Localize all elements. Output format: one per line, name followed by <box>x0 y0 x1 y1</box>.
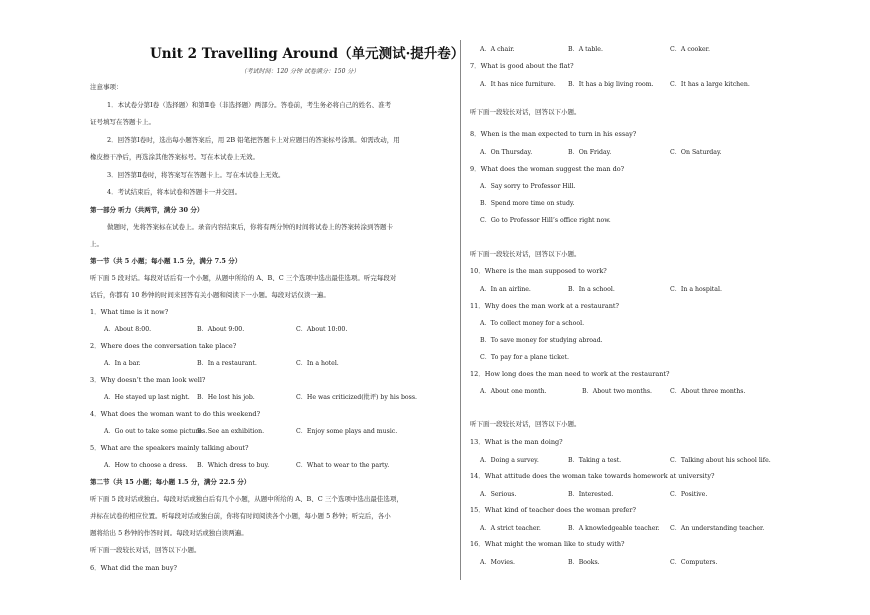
q13-option-a[interactable]: A．Doing a survey. <box>480 457 539 464</box>
section1-heading: 第一节（共 5 小题；每小题 1.5 分，满分 7.5 分） <box>90 257 242 265</box>
question-12: 12．How long does the man need to work at the restaurant? <box>470 370 670 378</box>
question-1: 1．What time is it now? <box>90 308 169 316</box>
dialogue-lead: 听下面一段较长对话，回答以下小题。 <box>90 546 201 554</box>
q3-option-a[interactable]: A．He stayed up last night. <box>104 394 190 401</box>
q5-option-b[interactable]: B．Which dress to buy. <box>197 462 270 469</box>
q15-option-a[interactable]: A．A strict teacher. <box>480 525 541 532</box>
section2-intro-cont: 并标在试卷的相应位置。听每段对话或独白前，你将有时间阅读各个小题，每小题 5 秒钟；听完后，各小 <box>90 512 391 520</box>
q1-option-c[interactable]: C．About 10:00. <box>296 326 348 333</box>
q7-option-c[interactable]: C．It has a large kitchen. <box>670 81 750 88</box>
q4-option-a[interactable]: A．Go out to take some pictures. <box>104 428 208 435</box>
q10-option-b[interactable]: B．In a school. <box>568 286 615 293</box>
note-4: 4．考试结束后，将本试卷和答题卡一并交回。 <box>107 188 242 196</box>
question-7: 7．What is good about the flat? <box>470 62 574 70</box>
question-2: 2．Where does the conversation take place? <box>90 342 237 350</box>
dialogue-lead-3: 听下面一段较长对话，回答以下小题。 <box>470 250 581 258</box>
question-4: 4．What does the woman want to do this weekend? <box>90 410 261 418</box>
q6-option-b[interactable]: B．A table. <box>568 46 603 53</box>
q12-option-c[interactable]: C．About three months. <box>670 388 746 395</box>
note-2-cont: 橡皮擦干净后，再选涂其他答案标号。写在本试卷上无效。 <box>90 153 259 161</box>
part1-heading: 第一部分 听力（共两节，满分 30 分） <box>90 206 204 214</box>
q1-option-a[interactable]: A．About 8:00. <box>104 326 152 333</box>
q8-option-a[interactable]: A．On Thursday. <box>480 149 533 156</box>
q8-option-b[interactable]: B．On Friday. <box>568 149 612 156</box>
q14-option-b[interactable]: B．Interested. <box>568 491 614 498</box>
q4-option-b[interactable]: B．See an exhibition. <box>197 428 265 435</box>
q16-option-c[interactable]: C．Computers. <box>670 559 718 566</box>
q9-option-a[interactable]: A．Say sorry to Professor Hill. <box>480 183 576 190</box>
note-3: 3．回答第Ⅱ卷时，将答案写在答题卡上。写在本试卷上无效。 <box>107 171 285 179</box>
page-title: Unit 2 Travelling Around（单元测试·提升卷） <box>150 46 465 62</box>
section2-intro-cont2: 题将给出 5 秒钟的作答时间。每段对话或独白读两遍。 <box>90 529 248 537</box>
q2-option-b[interactable]: B．In a restaurant. <box>197 360 257 367</box>
q10-option-c[interactable]: C．In a hospital. <box>670 286 722 293</box>
notes-heading: 注意事项： <box>90 83 123 91</box>
q5-option-c[interactable]: C．What to wear to the party. <box>296 462 390 469</box>
question-8: 8．When is the man expected to turn in his essay? <box>470 130 637 138</box>
dialogue-lead-2: 听下面一段较长对话，回答以下小题。 <box>470 108 581 116</box>
q13-option-c[interactable]: C．Talking about his school life. <box>670 457 771 464</box>
exam-info: （考试时间：120 分钟 试卷满分：150 分） <box>240 68 360 75</box>
q3-option-c[interactable]: C．He was criticized(批评) by his boss. <box>296 394 417 401</box>
q5-option-a[interactable]: A．How to choose a dress. <box>104 462 188 469</box>
part1-intro-cont: 上。 <box>90 240 103 248</box>
dialogue-lead-4: 听下面一段较长对话，回答以下小题。 <box>470 420 581 428</box>
q15-option-c[interactable]: C．An understanding teacher. <box>670 525 765 532</box>
question-11: 11．Why does the man work at a restaurant? <box>470 302 620 310</box>
q1-option-b[interactable]: B．About 9:00. <box>197 326 245 333</box>
q16-option-b[interactable]: B．Books. <box>568 559 600 566</box>
note-1-cont: 证号填写在答题卡上。 <box>90 118 155 126</box>
q7-option-b[interactable]: B．It has a big living room. <box>568 81 654 88</box>
question-6: 6．What did the man buy? <box>90 564 178 572</box>
part1-intro: 做题时，先将答案标在试卷上。录音内容结束后，你将有两分钟的时间将试卷上的答案转涂到答题卡 <box>107 223 393 231</box>
q3-option-b[interactable]: B．He lost his job. <box>197 394 255 401</box>
q2-option-c[interactable]: C．In a hotel. <box>296 360 339 367</box>
q11-option-a[interactable]: A．To collect money for a school. <box>480 320 585 327</box>
q2-option-a[interactable]: A．In a bar. <box>104 360 141 367</box>
section1-intro-cont: 话后，你都有 10 秒钟的时间来回答有关小题和阅读下一小题。每段对话仅读一遍。 <box>90 291 330 299</box>
q14-option-a[interactable]: A．Serious. <box>480 491 517 498</box>
question-14: 14．What attitude does the woman take towards homework at university? <box>470 472 715 480</box>
q6-option-a[interactable]: A．A chair. <box>480 46 515 53</box>
q15-option-b[interactable]: B．A knowledgeable teacher. <box>568 525 660 532</box>
q14-option-c[interactable]: C．Positive. <box>670 491 708 498</box>
q9-option-c[interactable]: C．Go to Professor Hill’s office right now. <box>480 217 611 224</box>
q6-option-c[interactable]: C．A cooker. <box>670 46 710 53</box>
q12-option-b[interactable]: B．About two months. <box>582 388 652 395</box>
question-16: 16．What might the woman like to study with? <box>470 540 625 548</box>
section2-heading: 第二节（共 15 小题；每小题 1.5 分，满分 22.5 分） <box>90 478 251 486</box>
q9-option-b[interactable]: B．Spend more time on study. <box>480 200 575 207</box>
q8-option-c[interactable]: C．On Saturday. <box>670 149 722 156</box>
question-15: 15．What kind of teacher does the woman prefer? <box>470 506 636 514</box>
q4-option-c[interactable]: C．Enjoy some plays and music. <box>296 428 398 435</box>
note-2: 2．回答第Ⅰ卷时，选出每小题答案后，用 2B 铅笔把答题卡上对应题目的答案标号涂黑。如需改动，用 <box>107 136 400 144</box>
q13-option-b[interactable]: B．Taking a test. <box>568 457 622 464</box>
q16-option-a[interactable]: A．Movies. <box>480 559 515 566</box>
section2-intro: 听下面 5 段对话或独白。每段对话或独白后有几个小题，从题中所给的 A、B、C 三个选项中选出最佳选项， <box>90 495 403 503</box>
q7-option-a[interactable]: A．It has nice furniture. <box>480 81 556 88</box>
note-1: 1．本试卷分第Ⅰ卷（选择题）和第Ⅱ卷（非选择题）两部分。答卷前，考生务必将自己的姓名、准考 <box>107 101 392 109</box>
q12-option-a[interactable]: A．About one month. <box>480 388 547 395</box>
q11-option-b[interactable]: B．To save money for studying abroad. <box>480 337 603 344</box>
q10-option-a[interactable]: A．In an airline. <box>480 286 531 293</box>
question-10: 10．Where is the man supposed to work? <box>470 267 607 275</box>
column-divider <box>460 40 461 580</box>
section1-intro: 听下面 5 段对话。每段对话后有一个小题，从题中所给的 A、B、C 三个选项中选出最佳选项。听完每段对 <box>90 274 397 282</box>
question-9: 9．What does the woman suggest the man do? <box>470 165 625 173</box>
question-13: 13．What is the man doing? <box>470 438 563 446</box>
q11-option-c[interactable]: C．To pay for a plane ticket. <box>480 354 570 361</box>
question-3: 3．Why doesn’t the man look well? <box>90 376 206 384</box>
question-5: 5．What are the speakers mainly talking about? <box>90 444 249 452</box>
